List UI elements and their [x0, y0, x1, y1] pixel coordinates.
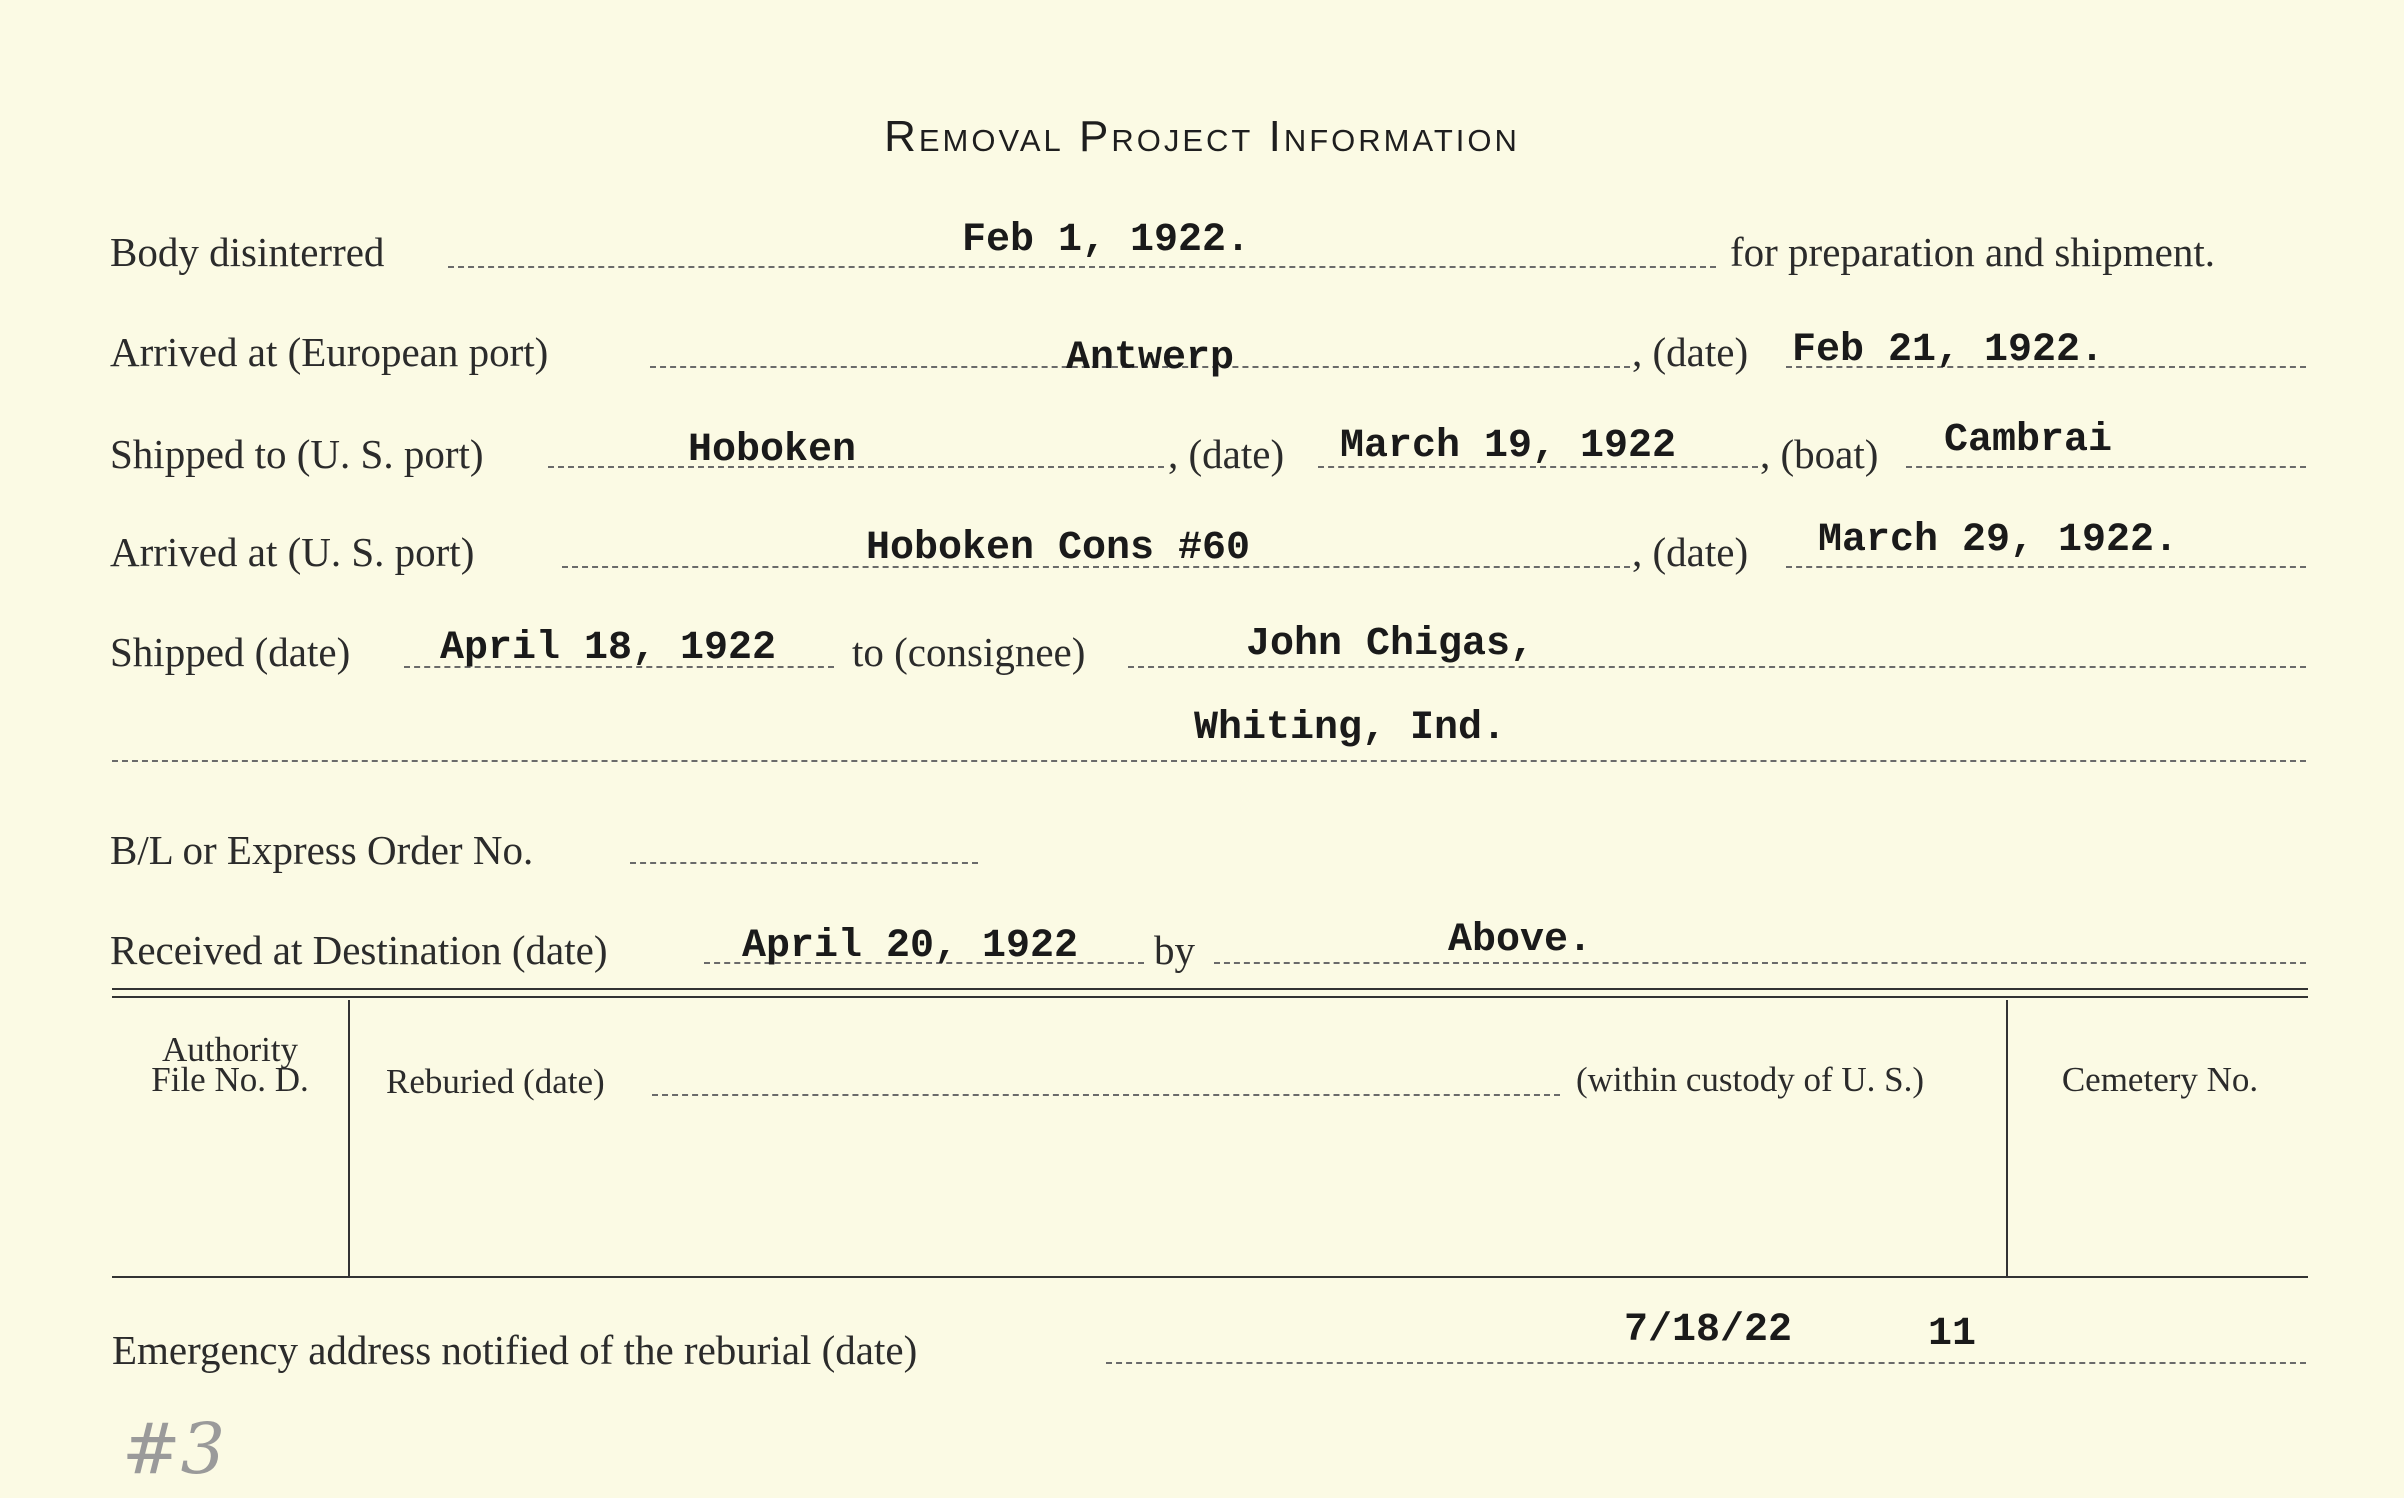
consignee-address-line [112, 760, 2306, 762]
cemetery-label: Cemetery No. [2061, 1060, 2259, 1099]
received-label: Received at Destination (date) [110, 927, 608, 973]
shipped-to-boat: Cambrai [1944, 418, 2113, 463]
page-title: Removal Project Information [884, 112, 1520, 161]
arrived-us-date-line [1786, 566, 2306, 568]
shipped-to-date: March 19, 1922 [1340, 424, 1677, 469]
authority-label-2: File No. D. [151, 1060, 309, 1099]
body-disinterred-label: Body disinterred [110, 229, 385, 275]
bl-line [630, 862, 978, 864]
custody-label: (within custody of U. S.) [1576, 1060, 1925, 1099]
consignee-name: John Chigas, [1246, 622, 1535, 667]
shipped-to-boat-label: , (boat) [1760, 431, 1879, 477]
authority-divider [348, 1000, 350, 1276]
arrived-european-label: Arrived at (European port) [110, 329, 549, 375]
authority-label-1: Authority [161, 1030, 299, 1069]
body-disinterred-suffix: for preparation and shipment. [1730, 229, 2216, 275]
reburied-line [652, 1094, 1560, 1096]
received-by-label: by [1154, 927, 1195, 973]
received-by: Above. [1448, 918, 1593, 963]
cemetery-divider [2006, 1000, 2008, 1276]
shipped-to-value: Hoboken [688, 428, 857, 473]
body-disinterred-line [448, 266, 1716, 268]
received-by-line [1214, 962, 2306, 964]
bl-label: B/L or Express Order No. [110, 827, 534, 873]
table-bottom-rule [112, 1276, 2308, 1278]
shipped-date-label: Shipped (date) [110, 629, 351, 675]
arrived-us-label: Arrived at (U. S. port) [110, 529, 475, 575]
shipped-to-date-label: , (date) [1168, 431, 1285, 477]
arrived-european-date: Feb 21, 1922. [1792, 328, 2105, 373]
emergency-date: 7/18/22 [1624, 1308, 1793, 1353]
emergency-extra: 11 [1928, 1312, 1977, 1357]
consignee-label: to (consignee) [852, 629, 1086, 675]
arrived-european-date-label: , (date) [1632, 329, 1749, 375]
shipped-date: April 18, 1922 [440, 626, 777, 671]
emergency-label: Emergency address notified of the reburial (date) [112, 1327, 918, 1373]
arrived-european-value: Antwerp [1066, 336, 1235, 381]
handwritten-note: #3 [122, 1408, 226, 1490]
emergency-line [1106, 1362, 2306, 1364]
table-top-rule-2 [112, 996, 2308, 998]
arrived-us-date: March 29, 1922. [1818, 518, 2179, 563]
consignee-address: Whiting, Ind. [1194, 706, 1507, 751]
shipped-to-label: Shipped to (U. S. port) [110, 431, 484, 477]
shipped-to-boat-line [1906, 466, 2306, 468]
arrived-us-date-label: , (date) [1632, 529, 1749, 575]
reburied-label: Reburied (date) [386, 1062, 605, 1101]
table-top-rule [112, 988, 2308, 990]
received-date: April 20, 1922 [742, 924, 1079, 969]
body-disinterred-value: Feb 1, 1922. [962, 218, 1251, 263]
arrived-us-value: Hoboken Cons #60 [866, 526, 1251, 571]
